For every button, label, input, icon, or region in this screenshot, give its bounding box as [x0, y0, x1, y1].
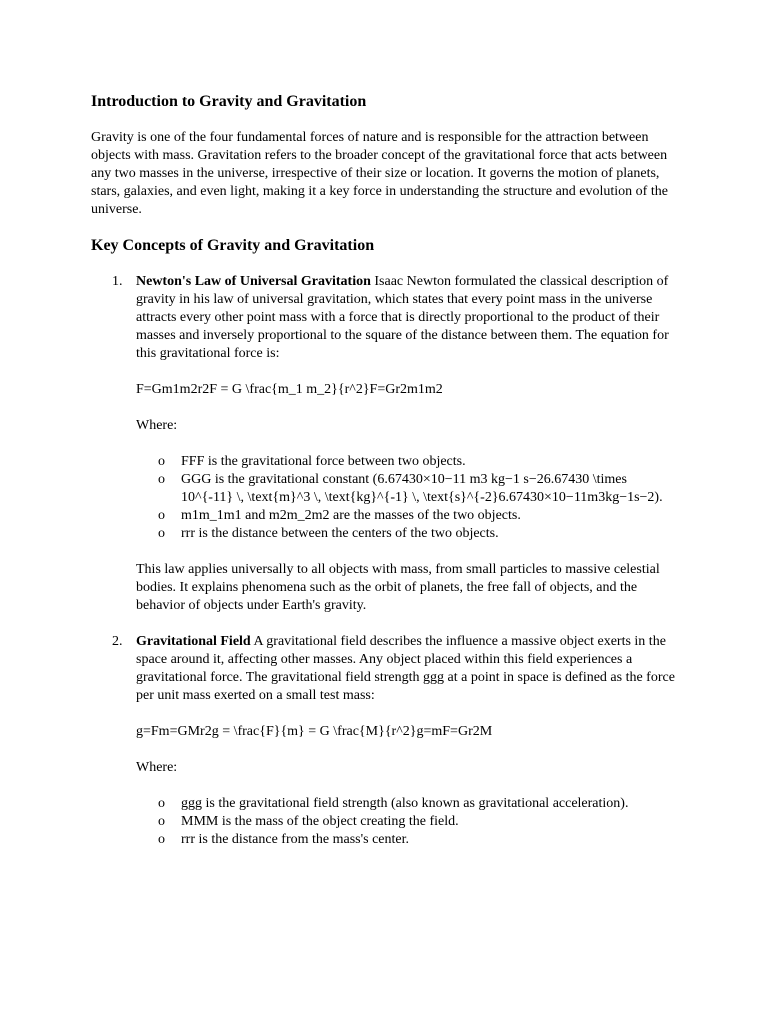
concept-text: A gravitational field describes the influence a massive object exerts in the space around it, affecting other masses. Any object placed within this field experiences a gravitational force. The gravitational field strength ggg at a point in space is defined as the force per unit mass exerted on a small test mass: [136, 634, 675, 703]
definition-item [136, 831, 676, 849]
where-label: Where: [136, 418, 178, 433]
bullet-marker: o [158, 796, 165, 811]
definition-item [136, 525, 676, 543]
document-title: Introduction to Gravity and Gravitation [91, 93, 367, 110]
where-label: Where: [136, 760, 178, 775]
concept-text: Isaac Newton formulated the classical description of gravity in his law of universal gravitation, which states that every point mass in the universe attracts every other point mass with a force that is directly proportional to the product of their masses and inversely proportional to the square of the distance between them. The equation for this gravitational force is: [136, 274, 669, 361]
concept-title: Newton's Law of Universal Gravitation [136, 274, 371, 289]
definition-text: m1m_1m1 and m2m_2m2 are the masses of the two objects. [181, 508, 521, 523]
bullet-marker: o [158, 508, 165, 523]
definition-text: FFF is the gravitational force between two objects. [181, 454, 466, 469]
bullet-marker: o [158, 472, 165, 487]
definition-text: ggg is the gravitational field strength (also known as gravitational acceleration). [181, 796, 629, 811]
closing-paragraph: This law applies universally to all objects with mass, from small particles to massive celestial bodies. It explains phenomena such as the orbit of planets, the free fall of objects, and the behavior of objects under Earth's gravity. [136, 562, 660, 613]
concept-description [136, 273, 676, 363]
bullet-marker: o [158, 814, 165, 829]
definition-list [136, 453, 676, 543]
equation: g=Fm=GMr2g = \frac{F}{m} = G \frac{M}{r^2}g=mF=Gr2M [136, 724, 493, 739]
concept-description [136, 633, 676, 705]
concept-title: Gravitational Field [136, 634, 251, 649]
definition-text: rrr is the distance between the centers of the two objects. [181, 526, 499, 541]
definition-text: rrr is the distance from the mass's center. [181, 832, 410, 847]
definition-item [136, 453, 676, 471]
definition-item [136, 507, 676, 525]
definition-item [136, 795, 676, 813]
section-heading: Key Concepts of Gravity and Gravitation [91, 237, 375, 254]
definition-item [136, 471, 676, 507]
equation: F=Gm1m2r2F = G \frac{m_1 m_2}{r^2}F=Gr2m1m2 [136, 382, 443, 397]
definition-list [136, 795, 676, 849]
intro-paragraph: Gravity is one of the four fundamental forces of nature and is responsible for the attraction between objects with mass. Gravitation refers to the broader concept of the gravitational force that acts between any two masses in the universe, irrespective of their size or location. It governs the motion of planets, stars, galaxies, and even light, making it a key force in understanding the structure and evolution of the universe. [91, 130, 668, 217]
concept-item-newton-law [91, 273, 676, 615]
definition-item [136, 813, 676, 831]
concepts-list [91, 273, 676, 849]
bullet-marker: o [158, 526, 165, 541]
bullet-marker: o [158, 832, 165, 847]
definition-text: GGG is the gravitational constant (6.67430×10−11 m3 kg−1 s−26.67430 \times 10^{-11} \, \text{m}^3 \, \text{kg}^{-1} \, \text{s}^{-2}6.67430×10−11m3kg−1s−2). [181, 472, 663, 505]
concept-item-gravitational-field [91, 633, 676, 849]
definition-text: MMM is the mass of the object creating the field. [181, 814, 459, 829]
list-number: 1. [112, 274, 123, 289]
list-number: 2. [112, 634, 123, 649]
bullet-marker: o [158, 454, 165, 469]
